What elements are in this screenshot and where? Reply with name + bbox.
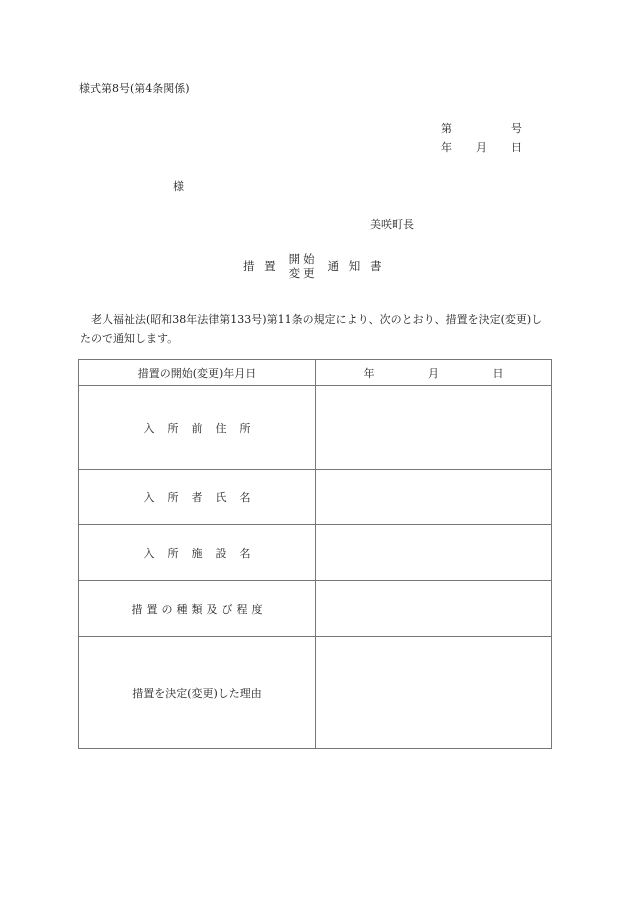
table-row [79,470,552,525]
notice-table [78,359,552,749]
row-label [79,581,316,637]
table-row [79,360,552,386]
reference-number-suffix: 号 [511,122,522,135]
table-row [79,581,552,637]
title-part1: 措 置 [243,259,279,273]
row-label-text: 入所前住所 [143,421,264,435]
row-label-text: 措置の種類及び程度 [131,602,267,616]
issuer: 美咲町長 [370,218,414,231]
document-title [243,251,384,281]
title-stack [289,252,318,280]
reference-number-prefix: 第 [441,122,452,135]
form-number: 様式第8号(第4条関係) [79,82,190,95]
table-row [79,525,552,581]
title-stack-bottom: 変更 [288,266,318,280]
reference-date-year: 年 [441,141,452,154]
table-row [79,637,552,749]
row-label: 措置を決定(変更)した理由 [79,637,316,749]
addressee-suffix: 様 [173,180,184,193]
title-part2: 通 知 書 [327,259,385,273]
table-row [79,386,552,470]
reference-date-day: 日 [511,141,522,154]
body-paragraph [80,310,552,348]
facility-name-value[interactable] [316,525,552,581]
date-day: 日 [492,366,504,380]
resident-name-value[interactable] [316,470,552,525]
row-label [79,525,316,581]
row-label: 措置の開始(変更)年月日 [79,360,316,386]
row-label-text: 入所者氏名 [143,491,264,504]
date-year: 年 [363,366,375,380]
body-text: 老人福祉法(昭和38年法律第133号)第11条の規定により、次のとおり、措置を決定(変更)したので通知します。 [80,313,543,345]
title-stack-top: 開始 [288,252,318,266]
row-label [79,470,316,525]
row-label-text: 入所施設名 [143,546,264,560]
previous-address-value[interactable] [316,386,552,470]
measure-type-value[interactable] [316,581,552,637]
date-value-cell[interactable] [316,360,552,386]
reason-value[interactable] [316,637,552,749]
reference-date-month: 月 [476,141,487,154]
row-label [79,386,316,470]
date-month: 月 [428,366,439,380]
